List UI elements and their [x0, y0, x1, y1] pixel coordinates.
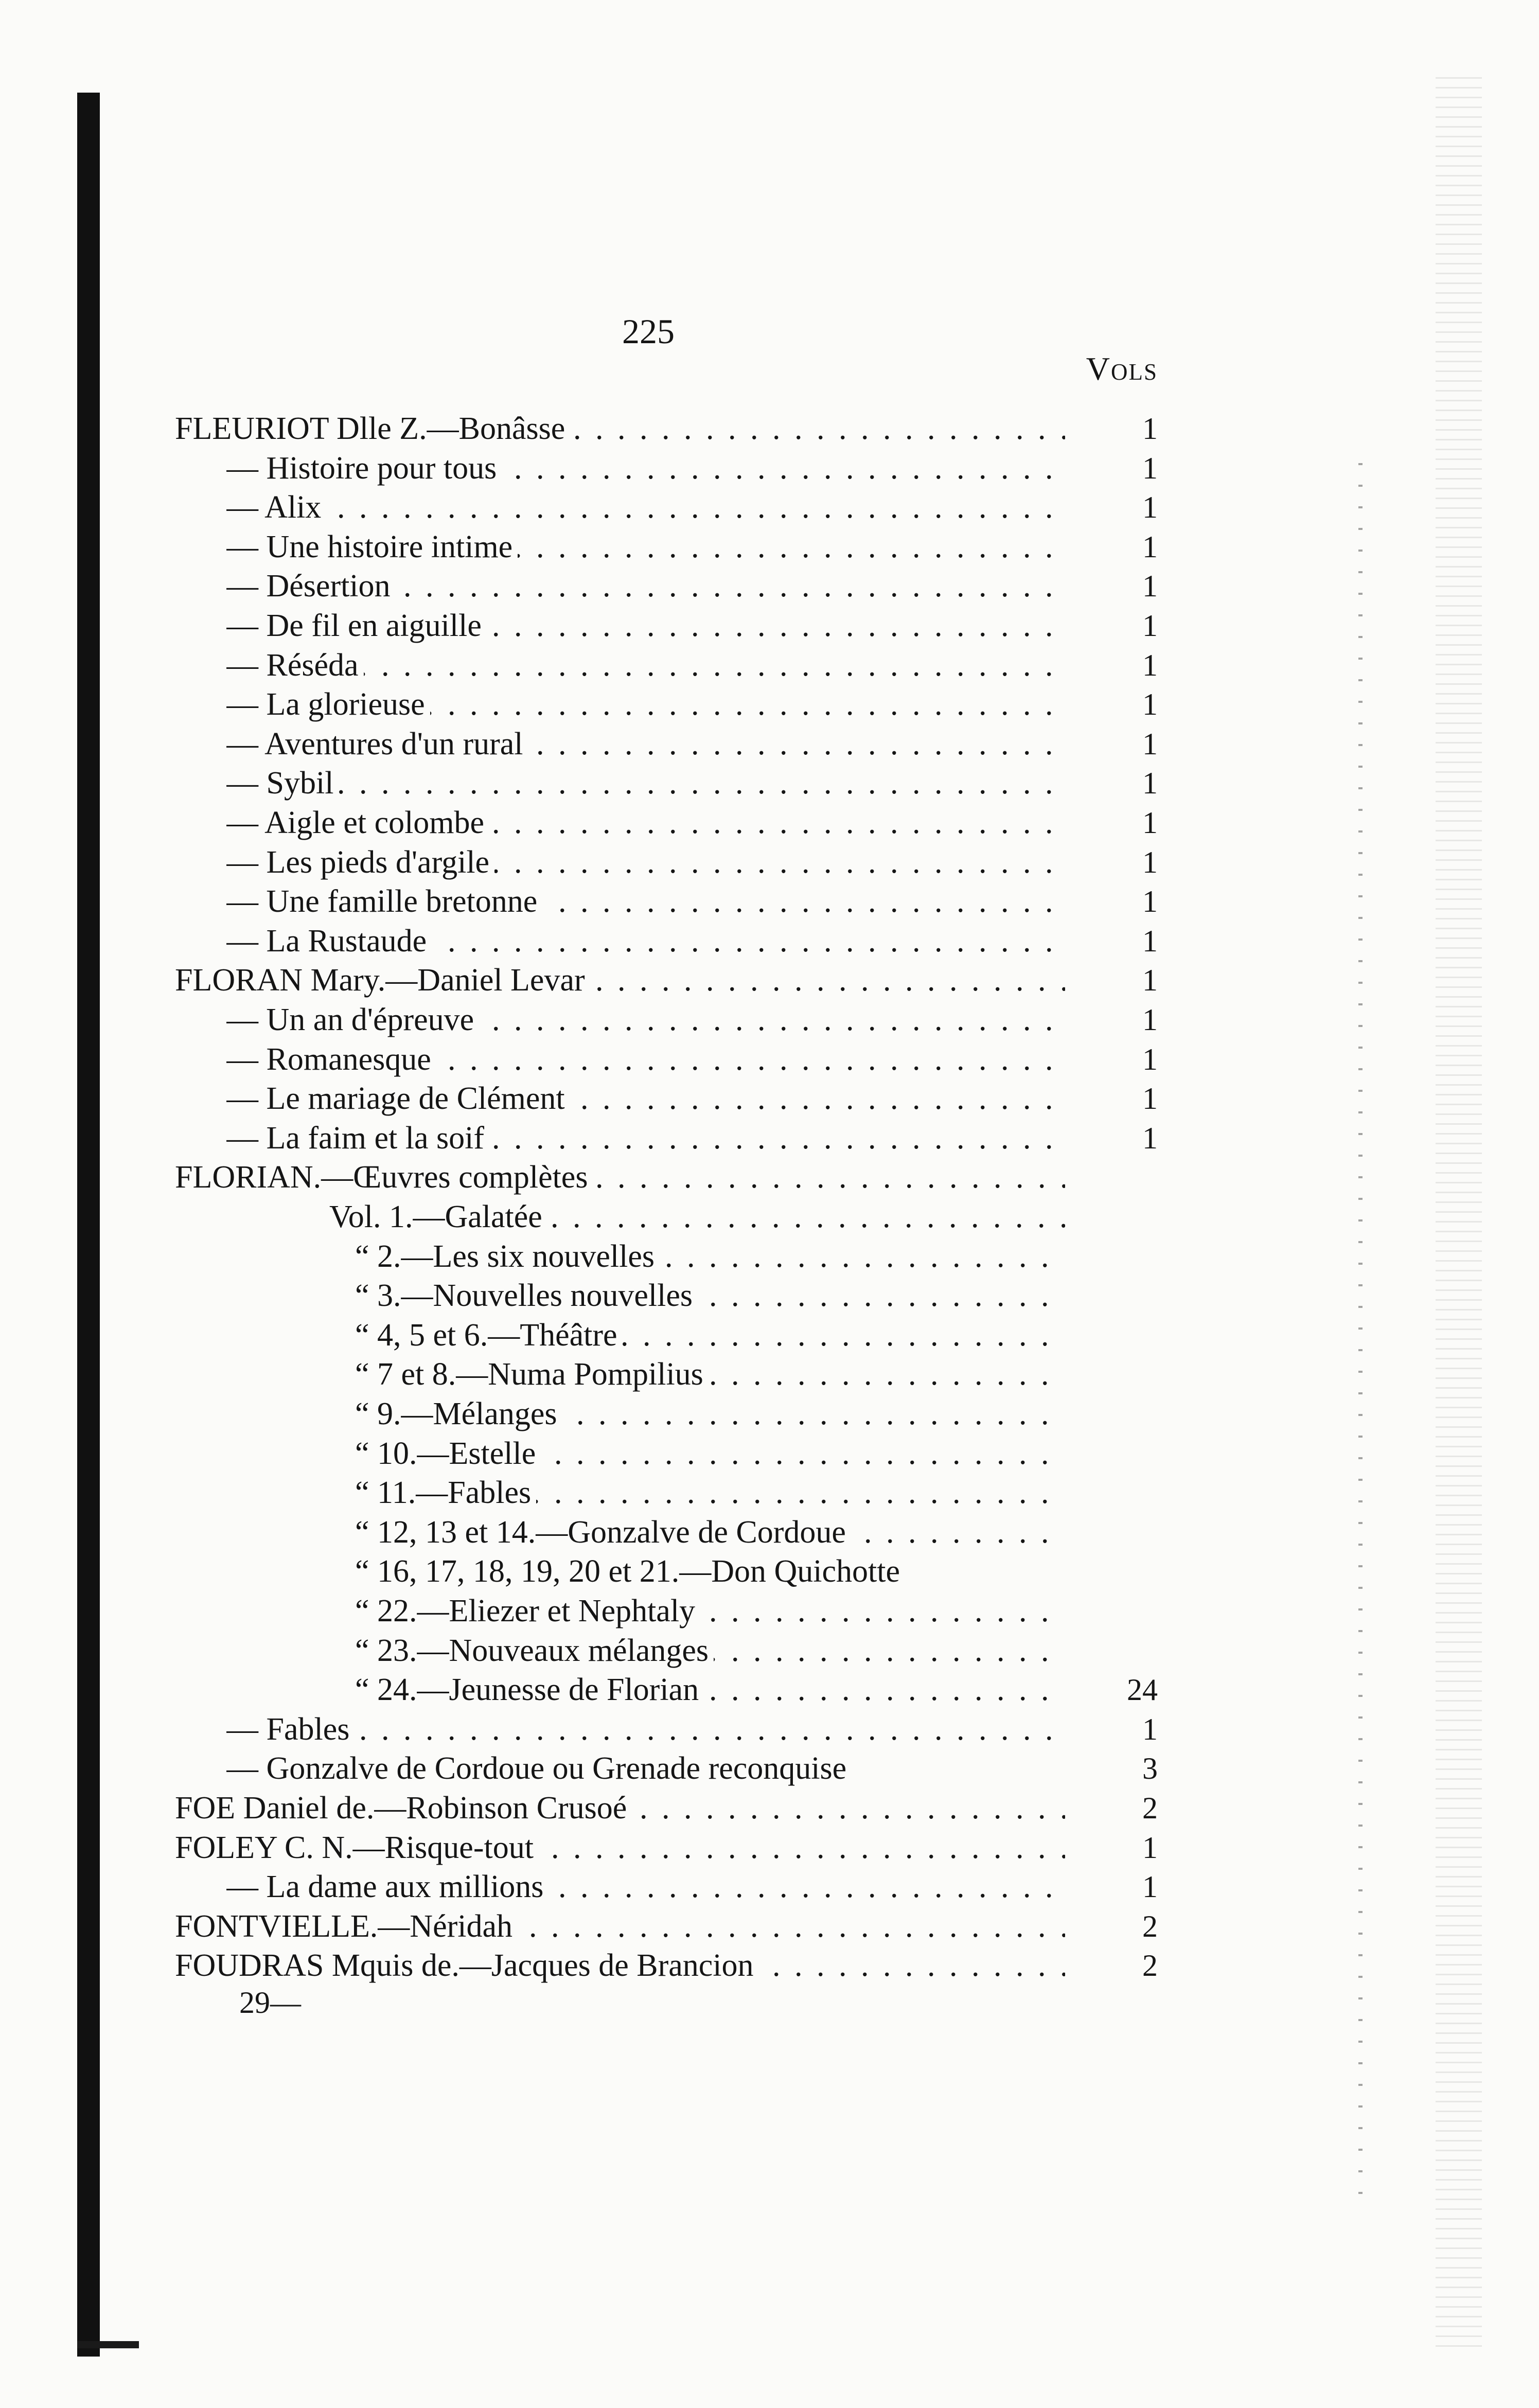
entry-title: FOUDRAS Mquis de.—Jacques de Brancion . . . [175, 1946, 1065, 1985]
catalog-entry [0, 843, 1539, 882]
entry-title: — Une famille bretonne . . . [226, 882, 1065, 921]
catalog-entry [0, 527, 1539, 566]
entry-volume-count: 1 [1142, 727, 1158, 761]
catalog-entry [0, 449, 1539, 488]
entry-volume-count: 1 [1142, 530, 1158, 564]
catalog-entry [0, 1631, 1539, 1670]
catalog-entry [0, 1789, 1539, 1828]
entry-title: — Sybil . . . [226, 764, 1065, 803]
entry-title: FOE Daniel de.—Robinson Crusoé . . . [175, 1789, 1065, 1828]
entry-title: “ 9.—Mélanges . . . [355, 1394, 1065, 1433]
entry-volume-count: 1 [1142, 1121, 1158, 1155]
page-number: 225 [622, 312, 675, 351]
entry-volume-count: 1 [1142, 1042, 1158, 1076]
entry-title: “ 22.—Eliezer et Nephtaly . . . [355, 1591, 1065, 1631]
entry-volume-count: 1 [1142, 569, 1158, 603]
entry-title: — Désertion . . . [226, 566, 1065, 606]
entry-volume-count: 1 [1142, 963, 1158, 997]
catalog-entry [0, 1237, 1539, 1276]
entry-title: — Un an d'épreuve . . . [226, 1000, 1065, 1039]
entry-title: — Le mariage de Clément . . . [226, 1079, 1065, 1118]
catalog-entry [0, 764, 1539, 803]
catalog-entry [0, 1828, 1539, 1867]
entry-title: — La glorieuse . . . [226, 685, 1065, 724]
catalog-entry [0, 1710, 1539, 1749]
catalog-entry [0, 1552, 1539, 1591]
catalog-entry [0, 882, 1539, 921]
catalog-entry [0, 488, 1539, 527]
catalog-entry [0, 1119, 1539, 1158]
entry-volume-count: 1 [1142, 648, 1158, 682]
catalog-entry [0, 1394, 1539, 1433]
catalog-entry [0, 1316, 1539, 1355]
catalog-entry [0, 1355, 1539, 1394]
entry-title: FLORIAN.—Œuvres complètes . . . [175, 1158, 1065, 1197]
entry-title: — Histoire pour tous . . . [226, 449, 1065, 488]
entry-title: — Gonzalve de Cordoue ou Grenade reconquise [226, 1749, 1065, 1788]
entry-volume-count: 1 [1142, 924, 1158, 958]
entry-volume-count: 1 [1142, 766, 1158, 800]
catalog-entry [0, 1513, 1539, 1552]
catalog-entry [0, 1867, 1539, 1906]
entry-title: — La faim et la soif . . . [226, 1119, 1065, 1158]
entry-volume-count: 1 [1142, 845, 1158, 879]
catalog-entry [0, 566, 1539, 606]
catalog-entry [0, 1000, 1539, 1039]
entry-volume-count: 1 [1142, 884, 1158, 918]
catalog-entry [0, 1473, 1539, 1512]
catalog-entry [0, 1749, 1539, 1788]
entry-volume-count: 1 [1142, 609, 1158, 643]
entry-volume-count: 1 [1142, 412, 1158, 446]
catalog-entry [0, 724, 1539, 764]
catalog-entry [0, 961, 1539, 1000]
entry-title: — Une histoire intime . . . [226, 527, 1065, 566]
entry-title: “ 24.—Jeunesse de Florian . . . [355, 1670, 1065, 1709]
catalog-entry [0, 922, 1539, 961]
entry-volume-count: 2 [1142, 1791, 1158, 1825]
entry-title: — Romanesque . . . [226, 1040, 1065, 1079]
catalog-entry [0, 409, 1539, 448]
catalog-entry [0, 646, 1539, 685]
entry-title: — De fil en aiguille . . . [226, 606, 1065, 645]
entry-volume-count: 1 [1142, 1003, 1158, 1037]
entry-title: — Aventures d'un rural . . . [226, 724, 1065, 764]
entry-title: Vol. 1.—Galatée . . . [329, 1197, 1065, 1236]
entry-title: “ 4, 5 et 6.—Théâtre . . . [355, 1316, 1065, 1355]
entry-volume-count: 1 [1142, 806, 1158, 840]
catalog-entry [0, 1946, 1539, 1985]
entry-title: “ 3.—Nouvelles nouvelles . . . [355, 1276, 1065, 1315]
entry-title: “ 10.—Estelle . . . [355, 1434, 1065, 1473]
entry-title: “ 16, 17, 18, 19, 20 et 21.—Don Quichotte [355, 1552, 1065, 1591]
catalog-entry [0, 1591, 1539, 1631]
entry-volume-count: 24 [1127, 1673, 1158, 1707]
entry-volume-count: 3 [1142, 1751, 1158, 1785]
entry-title: — La dame aux millions . . . [226, 1867, 1065, 1906]
entry-volume-count: 1 [1142, 1082, 1158, 1116]
entry-title: “ 12, 13 et 14.—Gonzalve de Cordoue . . . [355, 1513, 1065, 1552]
entry-volume-count: 1 [1142, 451, 1158, 485]
catalog-entry [0, 1907, 1539, 1946]
entry-volume-count: 1 [1142, 490, 1158, 524]
entry-title: FONTVIELLE.—Néridah . . . [175, 1907, 1065, 1946]
catalog-entry [0, 606, 1539, 645]
entry-volume-count: 1 [1142, 1831, 1158, 1865]
book-spine-foot [77, 2341, 139, 2348]
entry-title: “ 23.—Nouveaux mélanges . . . [355, 1631, 1065, 1670]
catalog-entry [0, 1670, 1539, 1709]
entry-title: — Les pieds d'argile . . . [226, 843, 1065, 882]
vols-column-header: Vols [1086, 350, 1158, 387]
catalog-entry [0, 1040, 1539, 1079]
catalog-entry [0, 1158, 1539, 1197]
entry-title: “ 7 et 8.—Numa Pompilius . . . [355, 1355, 1065, 1394]
entry-volume-count: 1 [1142, 1712, 1158, 1746]
entry-title: — Fables . . . [226, 1710, 1065, 1749]
entry-title: — Réséda . . . [226, 646, 1065, 685]
entry-volume-count: 2 [1142, 1909, 1158, 1943]
entry-title: — La Rustaude . . . [226, 922, 1065, 961]
entry-volume-count: 1 [1142, 1870, 1158, 1904]
entry-title: “ 11.—Fables . . . [355, 1473, 1065, 1512]
catalog-entry [0, 1079, 1539, 1118]
entry-title: FOLEY C. N.—Risque-tout . . . [175, 1828, 1065, 1867]
signature-mark: 29— [239, 1986, 301, 2020]
catalog-entry [0, 1434, 1539, 1473]
entry-title: — Aigle et colombe . . . [226, 803, 1065, 842]
catalog-entry [0, 803, 1539, 842]
entry-volume-count: 2 [1142, 1949, 1158, 1982]
entry-title: FLEURIOT Dlle Z.—Bonâsse . . . [175, 409, 1065, 448]
catalog-entry [0, 1276, 1539, 1315]
catalog-entry [0, 1197, 1539, 1236]
entry-title: “ 2.—Les six nouvelles . . . [355, 1237, 1065, 1276]
catalog-entry [0, 685, 1539, 724]
entry-title: — Alix . . . [226, 488, 1065, 527]
entry-title: FLORAN Mary.—Daniel Levar . . . [175, 961, 1065, 1000]
entry-volume-count: 1 [1142, 687, 1158, 721]
